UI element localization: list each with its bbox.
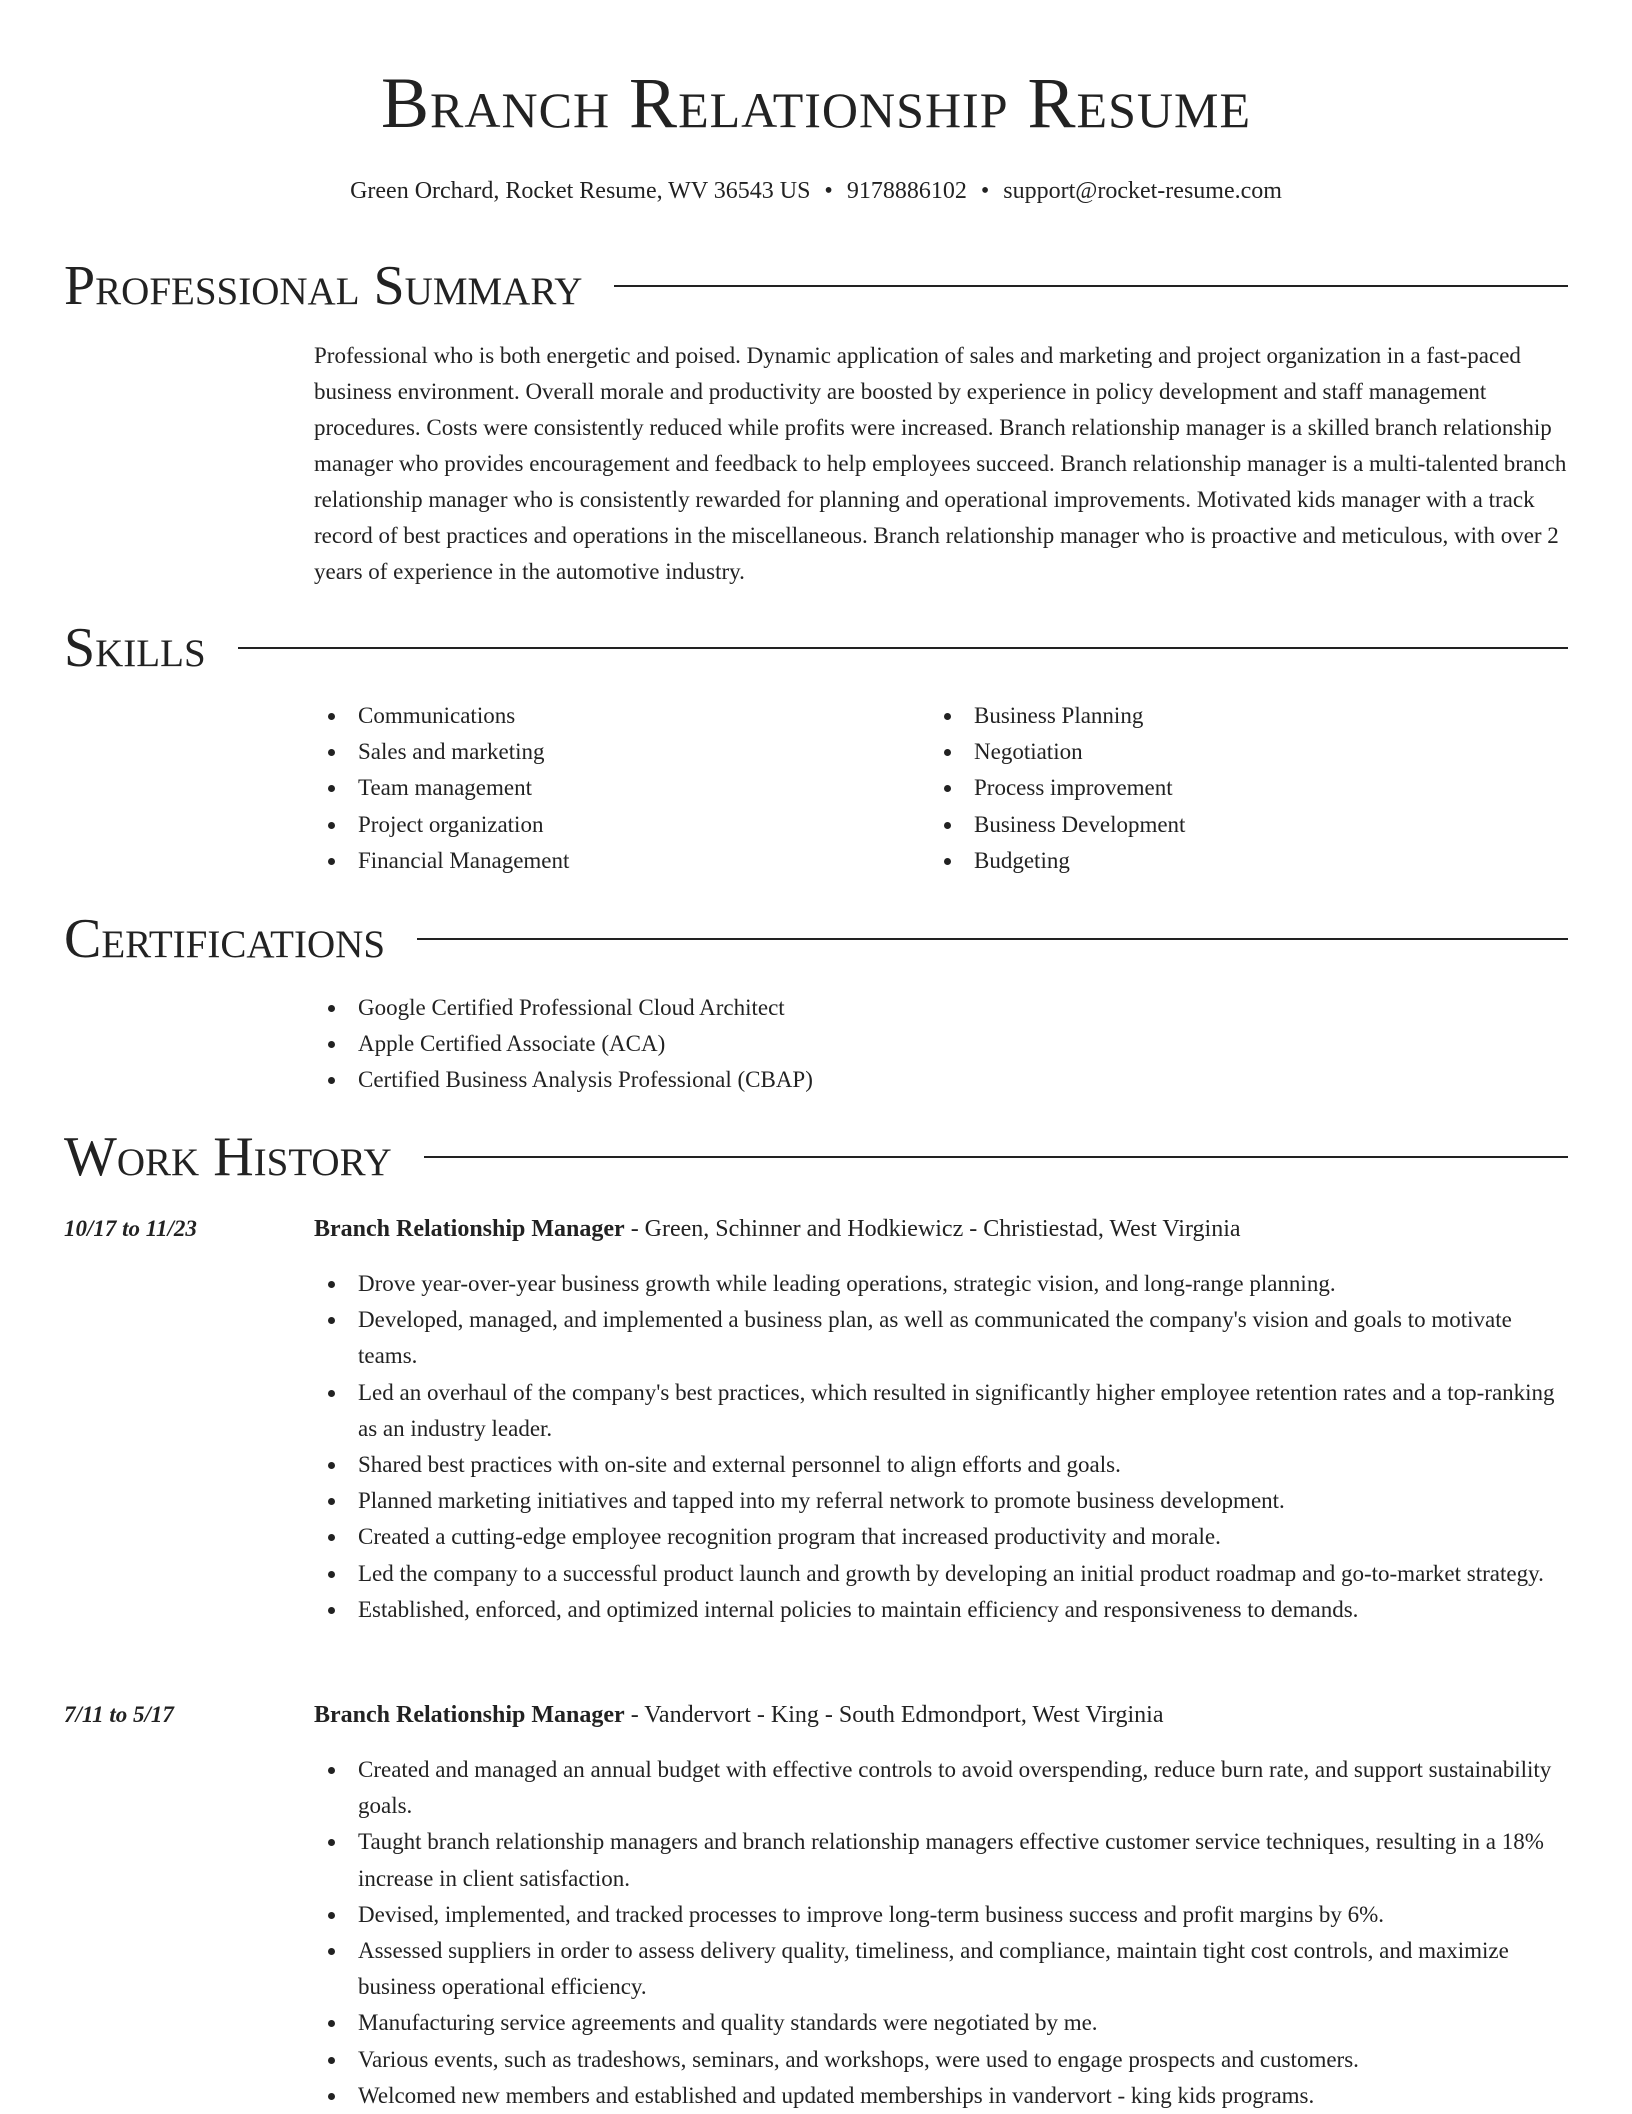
- work-history-section-header: [64, 1125, 1568, 1189]
- certification-item: Google Certified Professional Cloud Architect: [314, 990, 1568, 1026]
- certification-item: Apple Certified Associate (ACA): [314, 1026, 1568, 1062]
- job-duty: Developed, managed, and implemented a business plan, as well as communicated the company's vision and goals to motivate teams.: [314, 1302, 1568, 1374]
- job-duty: Shared best practices with on-site and external personnel to align efforts and goals.: [314, 1447, 1568, 1483]
- job-heading: [314, 1213, 1568, 1245]
- job-title: Branch Relationship Manager: [314, 1702, 625, 1728]
- job-duty: Devised, implemented, and tracked processes to improve long-term business success and profit margins by 6%.: [314, 1897, 1568, 1933]
- job-employer-location: - Green, Schinner and Hodkiewicz - Christiestad, West Virginia: [624, 1216, 1241, 1242]
- skills-heading: Skills: [64, 617, 206, 679]
- section-divider: [614, 285, 1568, 287]
- certification-item: Certified Business Analysis Professional (CBAP): [314, 1062, 1568, 1098]
- certifications-list: [314, 990, 1568, 1099]
- section-divider: [424, 1156, 1568, 1158]
- skill-item: Budgeting: [930, 843, 1530, 879]
- job-duties-list: [314, 1752, 1568, 2114]
- job-duty: Drove year-over-year business growth while leading operations, strategic vision, and long-range planning.: [314, 1266, 1568, 1302]
- job-duty: Established, enforced, and optimized internal policies to maintain efficiency and responsiveness to demands.: [314, 1592, 1568, 1628]
- skill-item: Negotiation: [930, 734, 1530, 770]
- contact-separator: •: [824, 178, 833, 204]
- skill-item: Communications: [314, 698, 914, 734]
- certifications-heading: Certifications: [64, 908, 386, 970]
- contact-separator: •: [980, 178, 990, 204]
- job-duty: Assessed suppliers in order to assess delivery quality, timeliness, and compliance, maintain tight cost controls, and maximize business operational efficiency.: [314, 1933, 1568, 2005]
- job-employer-location: - Vandervort - King - South Edmondport, West Virginia: [624, 1702, 1164, 1728]
- work-history-heading: Work History: [64, 1126, 392, 1188]
- summary-text: Professional who is both energetic and poised. Dynamic application of sales and marketing and project organization in a fast-paced business environment. Overall morale and productivity are boosted by experience in policy development and staff management procedures. Costs were consistently reduced while profits were increased. Branch relationship manager is a skilled branch relationship manager who provides encouragement and feedback to help employees succeed. Branch relationship manager is a multi-talented branch relationship manager who is consistently rewarded for planning and operational improvements. Motivated kids manager with a track record of best practices and operations in the miscellaneous. Branch relationship manager who is proactive and meticulous, with over 2 years of experience in the automotive industry.: [314, 343, 1567, 584]
- skill-item: Process improvement: [930, 770, 1530, 806]
- job-dates: 7/11 to 5/17: [64, 1702, 174, 1727]
- job-duty: Created a cutting-edge employee recognition program that increased productivity and morale.: [314, 1519, 1568, 1555]
- job-title: Branch Relationship Manager: [314, 1216, 625, 1242]
- skill-item: Financial Management: [314, 843, 914, 879]
- contact-address: Green Orchard, Rocket Resume, WV 36543 US: [350, 178, 811, 204]
- skill-item: Business Development: [930, 807, 1530, 843]
- job-duty: Welcomed new members and established and updated memberships in vandervort - king kids programs.: [314, 2078, 1568, 2114]
- skill-item: Team management: [314, 770, 914, 806]
- summary-section-header: [64, 254, 1568, 318]
- job-duty: Led the company to a successful product launch and growth by developing an initial product roadmap and go-to-market strategy.: [314, 1556, 1568, 1592]
- job-dates: 10/17 to 11/23: [64, 1216, 197, 1241]
- job-heading: [314, 1699, 1568, 1731]
- summary-heading: Professional Summary: [64, 255, 583, 317]
- job-duty: Created and managed an annual budget with effective controls to avoid overspending, reduce burn rate, and support sustainability goals.: [314, 1752, 1568, 1824]
- job-duties-list: [314, 1266, 1568, 1628]
- section-divider: [417, 938, 1568, 940]
- job-duty: Various events, such as tradeshows, seminars, and workshops, were used to engage prospects and customers.: [314, 2042, 1568, 2078]
- contact-email: support@rocket-resume.com: [1003, 178, 1282, 204]
- contact-phone: 9178886102: [846, 178, 967, 204]
- section-divider: [238, 647, 1568, 649]
- skill-item: Business Planning: [930, 698, 1530, 734]
- skills-section-header: [64, 616, 1568, 680]
- skill-item: Sales and marketing: [314, 734, 914, 770]
- job-duty: Taught branch relationship managers and branch relationship managers effective customer service techniques, resulting in a 18% increase in client satisfaction.: [314, 1824, 1568, 1896]
- resume-title: Branch Relationship Resume: [381, 63, 1251, 143]
- contact-line: [0, 174, 1632, 208]
- certifications-section-header: [64, 907, 1568, 971]
- skills-list-right: [930, 698, 1530, 879]
- job-duty: Planned marketing initiatives and tapped into my referral network to promote business development.: [314, 1483, 1568, 1519]
- job-duty: Led an overhaul of the company's best practices, which resulted in significantly higher employee retention rates and a top-ranking as an industry leader.: [314, 1375, 1568, 1447]
- skills-list-left: [314, 698, 914, 879]
- skill-item: Project organization: [314, 807, 914, 843]
- job-duty: Manufacturing service agreements and quality standards were negotiated by me.: [314, 2005, 1568, 2041]
